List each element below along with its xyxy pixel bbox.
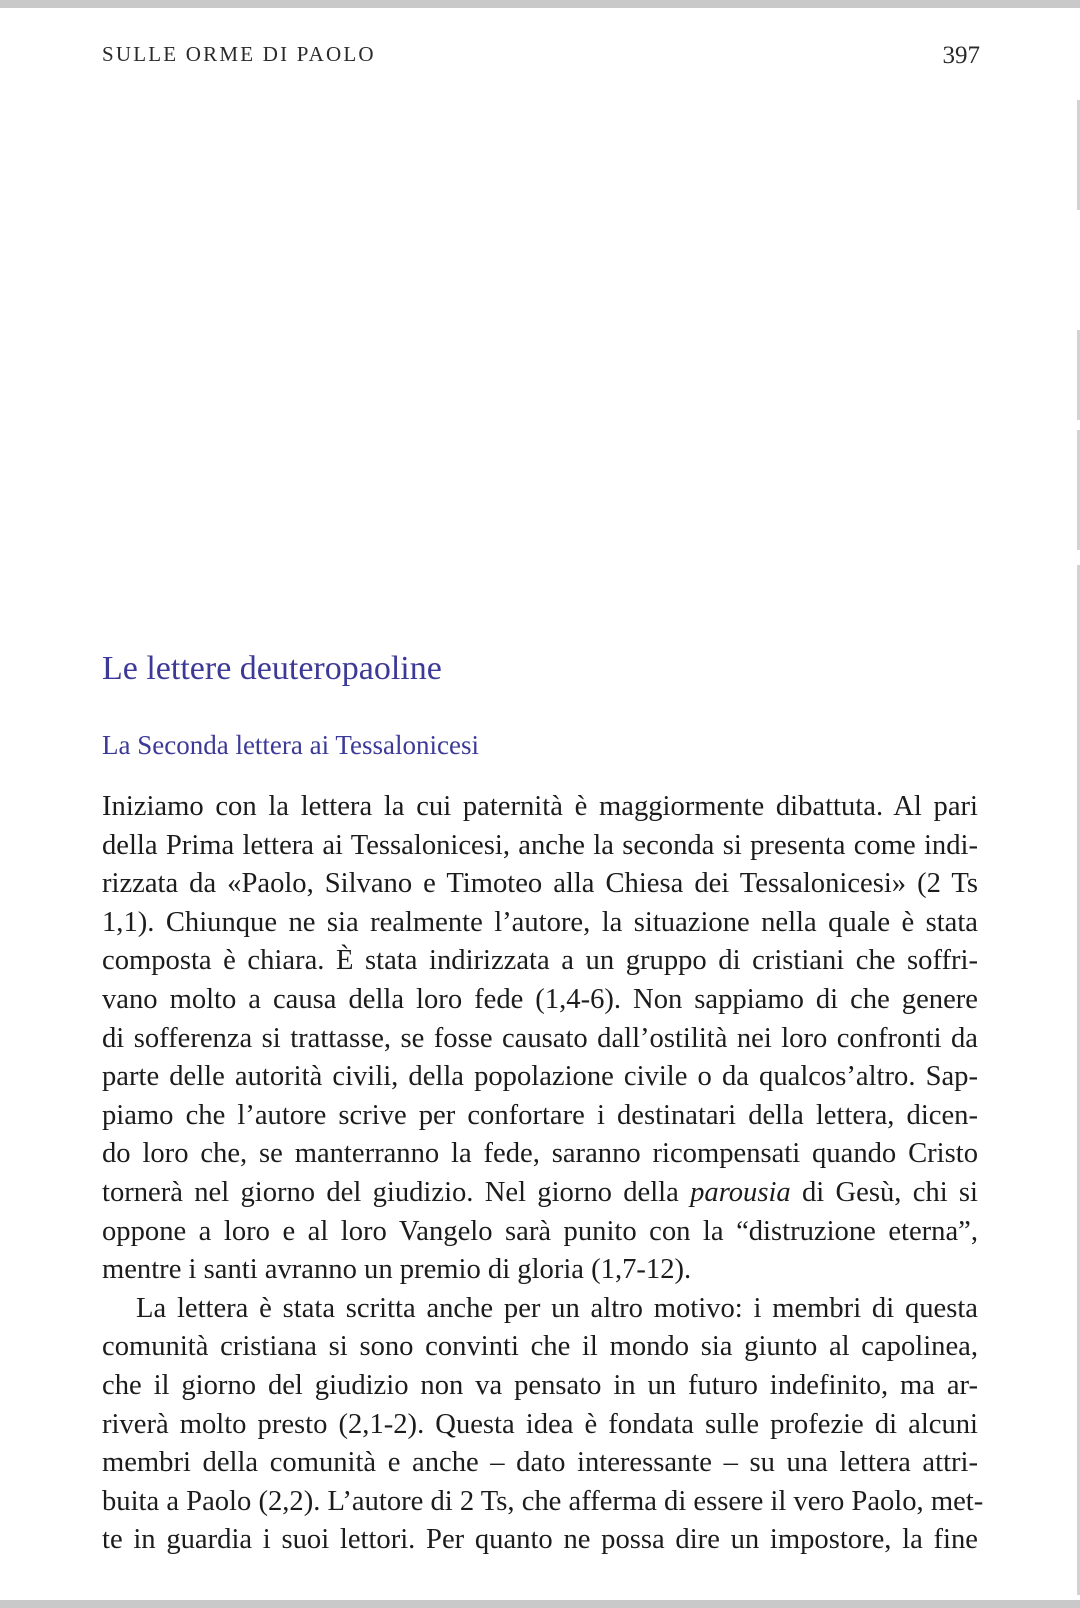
top-frame-border bbox=[0, 0, 1080, 8]
text-line: riverà molto presto (2,1-2). Questa idea è fondata sulle profezie di alcuni bbox=[102, 1408, 978, 1440]
text-line: della Prima lettera ai Tessalonicesi, anche la seconda si presenta come indi- bbox=[102, 829, 978, 861]
text-line: do loro che, se manterranno la fede, saranno ricompensati quando Cristo bbox=[102, 1138, 978, 1170]
text-line: composta è chiara. È stata indirizzata a un gruppo di cristiani che soffri- bbox=[102, 945, 978, 977]
bottom-frame-border bbox=[0, 1600, 1080, 1608]
text-line: piamo che l’autore scrive per confortare i destinatari della lettera, dicen- bbox=[102, 1099, 978, 1131]
body-text bbox=[102, 788, 984, 1560]
chapter-title: Le lettere deuteropaoline bbox=[102, 650, 442, 687]
paragraph-2 bbox=[102, 1290, 984, 1560]
text-line: Iniziamo con la lettera la cui paternità è maggiormente dibattuta. Al pari bbox=[102, 791, 978, 822]
text-line: comunità cristiana si sono convinti che il mondo sia giunto al capolinea, bbox=[102, 1331, 978, 1363]
text-line: vano molto a causa della loro fede (1,4-6). Non sappiamo di che genere bbox=[102, 983, 978, 1015]
text-line: te in guardia i suoi lettori. Per quanto ne possa dire un impostore, la fine bbox=[102, 1524, 978, 1556]
text-line: La lettera è stata scritta anche per un altro motivo: i membri di questa bbox=[136, 1292, 978, 1324]
text-line: membri della comunità e anche – dato interessante – su una lettera attri- bbox=[102, 1447, 978, 1479]
text-line: buita a Paolo (2,2). L’autore di 2 Ts, che afferma di essere il vero Paolo, met- bbox=[102, 1485, 984, 1517]
text-segment: tornerà nel giorno del giudizio. Nel giorno della bbox=[102, 1176, 691, 1208]
text-line: 1,1). Chiunque ne sia realmente l’autore, la situazione nella quale è stata bbox=[102, 906, 978, 938]
text-line: oppone a loro e al loro Vangelo sarà punito con la “distruzione eterna”, bbox=[102, 1215, 978, 1247]
running-head: SULLE ORME DI PAOLO bbox=[102, 42, 376, 66]
text-line: che il giorno del giudizio non va pensato in un futuro indefinito, ma ar- bbox=[102, 1369, 978, 1401]
page-number: 397 bbox=[942, 42, 980, 69]
section-title: La Seconda lettera ai Tessalonicesi bbox=[102, 730, 479, 760]
text-segment: di Gesù, chi si bbox=[790, 1176, 978, 1208]
text-line: mentre i santi avranno un premio di gloria (1,7-12). bbox=[102, 1254, 692, 1286]
italic-term: parousia bbox=[690, 1176, 791, 1208]
text-line: di sofferenza si trattasse, se fosse causato dall’ostilità nei loro confronti da bbox=[102, 1022, 978, 1054]
paragraph-1 bbox=[102, 788, 978, 1290]
text-line bbox=[102, 1174, 978, 1213]
text-line: rizzata da «Paolo, Silvano e Timoteo alla Chiesa dei Tessalonicesi» (2 Ts bbox=[102, 868, 978, 900]
text-line: parte delle autorità civili, della popolazione civile o da qualcos’altro. Sap- bbox=[102, 1061, 978, 1093]
